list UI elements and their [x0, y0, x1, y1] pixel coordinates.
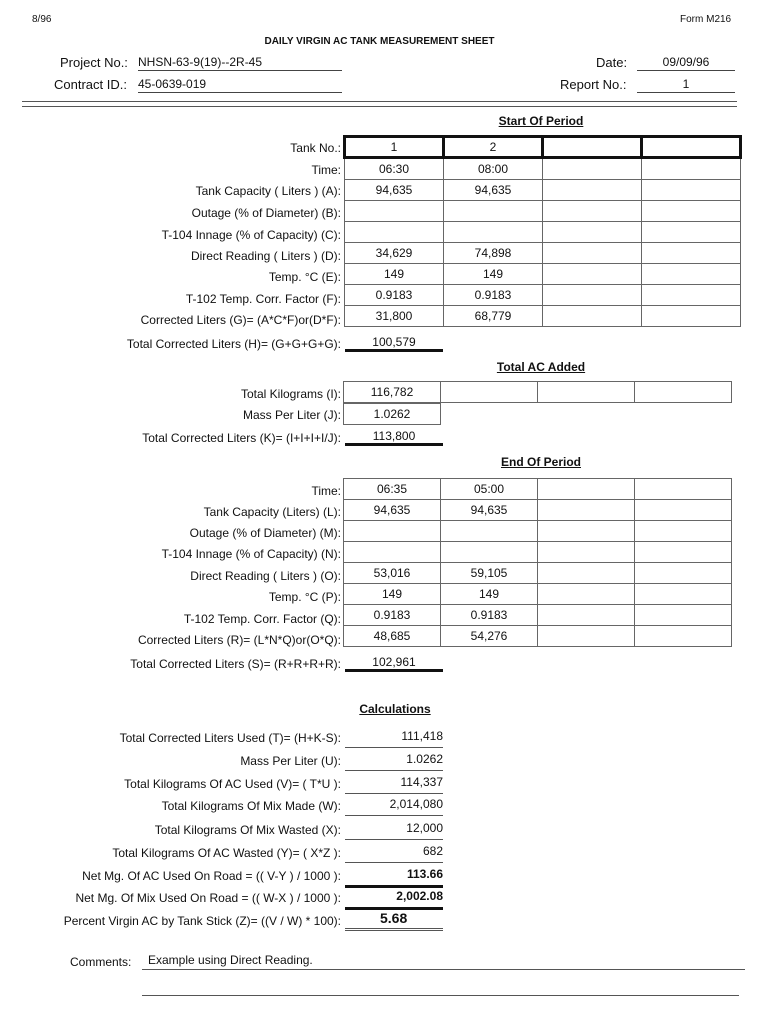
table-cell[interactable] — [642, 137, 741, 158]
row-label: Tank Capacity (Liters) (L): — [203, 505, 341, 519]
table-cell[interactable]: 59,105 — [441, 563, 538, 584]
start-period-table — [343, 135, 742, 327]
table-cell[interactable]: 149 — [345, 264, 444, 285]
table-row — [345, 222, 741, 243]
calc-label: Percent Virgin AC by Tank Stick (Z)= ((V / W) * 100): — [63, 914, 341, 928]
table-cell[interactable]: 94,635 — [441, 500, 538, 521]
calculations-title: Calculations — [359, 702, 431, 716]
table-cell[interactable] — [642, 222, 741, 243]
table-cell[interactable]: 0.9183 — [441, 605, 538, 626]
calc-label: Total Kilograms Of Mix Made (W): — [161, 799, 341, 813]
table-cell[interactable]: 149 — [444, 264, 543, 285]
table-cell[interactable] — [441, 542, 538, 563]
row-label: T-104 Innage (% of Capacity) (C): — [161, 228, 341, 242]
table-cell[interactable] — [642, 264, 741, 285]
table-cell[interactable]: 149 — [441, 584, 538, 605]
table-cell[interactable] — [441, 521, 538, 542]
table-cell[interactable] — [345, 201, 444, 222]
ac-added-title: Total AC Added — [496, 360, 586, 374]
comments-label: Comments: — [70, 955, 132, 969]
table-row — [344, 605, 732, 626]
table-cell[interactable] — [538, 605, 635, 626]
date-field[interactable] — [637, 55, 735, 71]
table-row — [344, 382, 732, 403]
table-cell[interactable] — [538, 563, 635, 584]
calc-label: Total Corrected Liters Used (T)= (H+K-S): — [119, 731, 341, 745]
table-cell[interactable] — [642, 243, 741, 264]
table-row — [345, 264, 741, 285]
table-cell[interactable] — [543, 285, 642, 306]
table-cell[interactable]: 08:00 — [444, 158, 543, 180]
total-k-label: Total Corrected Liters (K)= (I+I+I+I/J): — [142, 431, 341, 445]
calc-value: 111,418 — [345, 729, 443, 748]
calc-value: 2,014,080 — [345, 797, 443, 816]
table-cell[interactable]: 05:00 — [441, 479, 538, 500]
table-cell[interactable]: 74,898 — [444, 243, 543, 264]
calc-label: Mass Per Liter (U): — [240, 754, 341, 768]
percent-virgin-ac-value: 5.68 — [345, 910, 443, 931]
table-cell[interactable]: 94,635 — [444, 180, 543, 201]
table-cell[interactable] — [635, 584, 732, 605]
table-row — [344, 626, 732, 647]
table-cell[interactable]: 06:30 — [345, 158, 444, 180]
table-row — [345, 243, 741, 264]
table-cell[interactable]: 06:35 — [344, 479, 441, 500]
table-cell[interactable] — [642, 201, 741, 222]
table-cell[interactable] — [344, 542, 441, 563]
row-label: Temp. °C (E): — [268, 270, 341, 284]
header-divider — [22, 101, 737, 107]
table-cell[interactable] — [441, 382, 538, 403]
calc-value: 1.0262 — [345, 752, 443, 771]
calc-label: Total Kilograms Of AC Wasted (Y)= ( X*Z ): — [112, 846, 341, 860]
mass-per-liter-table — [343, 403, 441, 425]
table-cell[interactable] — [543, 158, 642, 180]
calc-label: Total Kilograms Of Mix Wasted (X): — [154, 823, 341, 837]
table-row — [345, 201, 741, 222]
total-k-value: 113,800 — [345, 429, 443, 446]
table-cell[interactable] — [635, 626, 732, 647]
total-kg-label: Total Kilograms (I): — [240, 387, 341, 401]
row-label: Corrected Liters (G)= (A*C*F)or(D*F): — [140, 313, 341, 327]
table-cell[interactable]: 1 — [345, 137, 444, 158]
date-label: Date: — [596, 55, 628, 70]
calc-label: Total Kilograms Of AC Used (V)= ( T*U ): — [124, 777, 341, 791]
table-cell[interactable] — [543, 180, 642, 201]
table-cell[interactable] — [538, 500, 635, 521]
row-label: Direct Reading ( Liters ) (O): — [190, 569, 341, 583]
table-cell[interactable] — [635, 605, 732, 626]
project-label: Project No.: — [60, 55, 128, 70]
table-cell[interactable]: 2 — [444, 137, 543, 158]
row-label: Outage (% of Diameter) (M): — [189, 526, 341, 540]
comments-line-2[interactable] — [142, 979, 739, 996]
project-field[interactable] — [138, 55, 342, 71]
calc-value: 114,337 — [345, 775, 443, 794]
end-period-title: End Of Period — [500, 455, 581, 469]
table-cell[interactable] — [538, 584, 635, 605]
mass-per-liter-cell[interactable]: 1.0262 — [344, 404, 441, 425]
row-label: Temp. °C (P): — [268, 590, 341, 604]
row-label: Time: — [311, 484, 341, 498]
table-cell[interactable] — [538, 479, 635, 500]
table-cell[interactable] — [642, 306, 741, 327]
form-revision: 8/96 — [32, 14, 52, 25]
table-row — [344, 563, 732, 584]
total-h-value: 100,579 — [345, 335, 443, 352]
total-h-label: Total Corrected Liters (H)= (G+G+G+G): — [126, 337, 341, 351]
row-label: Outage (% of Diameter) (B): — [191, 206, 341, 220]
contract-label: Contract ID.: — [54, 77, 127, 92]
table-row — [345, 285, 741, 306]
table-cell[interactable]: 0.9183 — [345, 285, 444, 306]
table-cell[interactable] — [642, 285, 741, 306]
table-cell[interactable] — [543, 137, 642, 158]
table-cell[interactable]: 149 — [344, 584, 441, 605]
table-row — [344, 500, 732, 521]
total-s-label: Total Corrected Liters (S)= (R+R+R+R): — [130, 657, 341, 671]
table-cell[interactable] — [635, 542, 732, 563]
calc-value: 682 — [345, 844, 443, 863]
contract-value: 45-0639-019 — [138, 77, 207, 91]
table-cell[interactable] — [538, 521, 635, 542]
table-cell[interactable] — [543, 306, 642, 327]
table-row — [344, 479, 732, 500]
date-value: 09/09/96 — [662, 55, 710, 69]
total-s-value: 102,961 — [345, 655, 443, 672]
mass-per-liter-label: Mass Per Liter (J): — [242, 408, 341, 422]
form-id: Form M216 — [680, 14, 732, 25]
table-cell[interactable]: 48,685 — [344, 626, 441, 647]
table-cell[interactable] — [543, 222, 642, 243]
table-cell[interactable]: 116,782 — [344, 382, 441, 403]
table-cell[interactable] — [538, 382, 635, 403]
end-period-table — [343, 478, 732, 647]
net-ac-value: 113.66 — [345, 867, 443, 888]
project-value: NHSN-63-9(19)--2R-45 — [138, 55, 263, 69]
table-cell[interactable]: 0.9183 — [344, 605, 441, 626]
table-cell[interactable] — [345, 222, 444, 243]
comments-text: Example using Direct Reading. — [148, 953, 313, 967]
table-cell[interactable] — [642, 158, 741, 180]
start-period-title: Start Of Period — [498, 114, 584, 128]
table-cell[interactable] — [543, 243, 642, 264]
table-cell[interactable] — [444, 201, 543, 222]
contract-field[interactable] — [138, 77, 342, 93]
table-cell[interactable] — [635, 382, 732, 403]
row-label: T-102 Temp. Corr. Factor (F): — [185, 292, 341, 306]
table-row — [344, 584, 732, 605]
table-cell[interactable] — [635, 500, 732, 521]
calc-label: Net Mg. Of AC Used On Road = (( V-Y ) / 1000 ): — [82, 869, 341, 883]
report-label: Report No.: — [560, 77, 627, 92]
table-cell[interactable]: 94,635 — [344, 500, 441, 521]
tank-number-row — [345, 137, 741, 158]
table-row — [344, 404, 441, 425]
net-mix-value: 2,002.08 — [345, 889, 443, 910]
table-row — [345, 306, 741, 327]
table-cell[interactable] — [635, 563, 732, 584]
table-cell[interactable]: 34,629 — [345, 243, 444, 264]
table-cell[interactable] — [543, 201, 642, 222]
table-cell[interactable]: 31,800 — [345, 306, 444, 327]
table-cell[interactable]: 94,635 — [345, 180, 444, 201]
table-cell[interactable] — [635, 521, 732, 542]
table-cell[interactable] — [543, 264, 642, 285]
table-row — [345, 180, 741, 201]
table-cell[interactable] — [538, 626, 635, 647]
ac-added-table — [343, 381, 732, 403]
row-label: Direct Reading ( Liters ) (D): — [190, 249, 341, 263]
row-label: Time: — [311, 163, 341, 177]
calc-value: 12,000 — [345, 821, 443, 840]
row-label: T-102 Temp. Corr. Factor (Q): — [183, 612, 341, 626]
table-cell[interactable] — [635, 479, 732, 500]
table-cell[interactable]: 68,779 — [444, 306, 543, 327]
table-cell[interactable] — [444, 222, 543, 243]
table-row — [345, 158, 741, 180]
table-row — [344, 542, 732, 563]
table-cell[interactable]: 54,276 — [441, 626, 538, 647]
table-cell[interactable] — [344, 521, 441, 542]
table-row — [344, 521, 732, 542]
report-value: 1 — [682, 77, 690, 91]
row-label: T-104 Innage (% of Capacity) (N): — [161, 547, 341, 561]
page-title: DAILY VIRGIN AC TANK MEASUREMENT SHEET — [264, 36, 495, 47]
row-label: Corrected Liters (R)= (L*N*Q)or(O*Q): — [137, 633, 341, 647]
row-label: Tank Capacity ( Liters ) (A): — [195, 184, 341, 198]
table-cell[interactable]: 53,016 — [344, 563, 441, 584]
table-cell[interactable] — [538, 542, 635, 563]
table-cell[interactable] — [642, 180, 741, 201]
row-label: Tank No.: — [290, 141, 341, 155]
calc-label: Net Mg. Of Mix Used On Road = (( W-X ) / 1000 ): — [75, 891, 341, 905]
report-field[interactable] — [637, 77, 735, 93]
comments-line-1[interactable] — [142, 953, 745, 970]
table-cell[interactable]: 0.9183 — [444, 285, 543, 306]
